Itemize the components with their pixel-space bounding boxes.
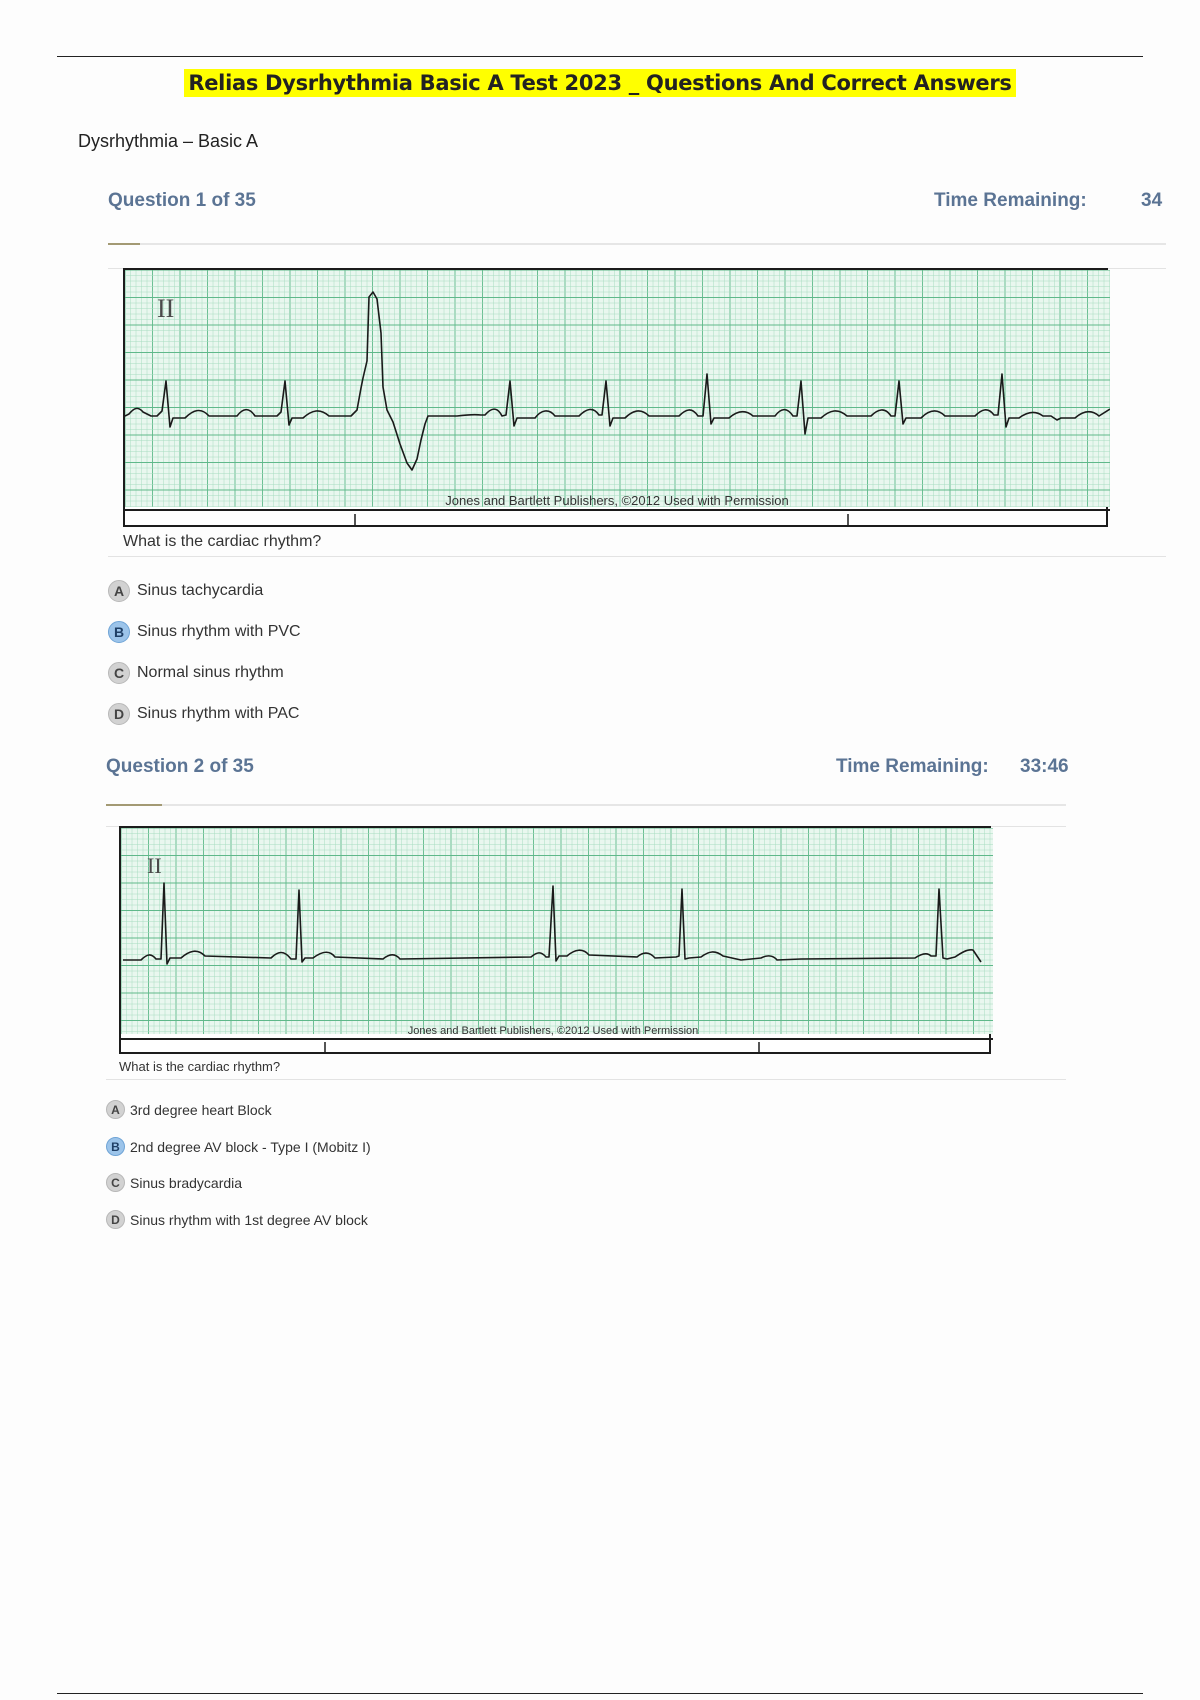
- answer-letter-badge-correct: B: [108, 621, 130, 643]
- answer-text: 3rd degree heart Block: [130, 1101, 272, 1118]
- top-rule: [57, 56, 1143, 57]
- answer-text: Sinus rhythm with PVC: [137, 623, 301, 640]
- question-2-progress-accent: [106, 804, 162, 806]
- question-1-answer-c[interactable]: [108, 662, 284, 684]
- document-title: Relias Dysrhythmia Basic A Test 2023 _ Questions And Correct Answers: [184, 69, 1015, 97]
- question-2-answer-a[interactable]: [106, 1100, 272, 1119]
- answer-letter-badge: C: [108, 662, 130, 684]
- question-1-prompt: What is the cardiac rhythm?: [123, 533, 322, 550]
- question-1-separator: [108, 243, 1166, 245]
- ecg-strip-2-svg: [121, 828, 993, 1056]
- answer-letter-badge: D: [108, 703, 130, 725]
- answer-letter-badge: A: [106, 1100, 125, 1119]
- answer-text: Normal sinus rhythm: [137, 664, 284, 681]
- answer-text: Sinus rhythm with 1st degree AV block: [130, 1211, 368, 1228]
- question-1-time-label: Time Remaining:: [934, 190, 1087, 211]
- title-wrap: [0, 69, 1200, 97]
- ecg-grid-2: [121, 828, 993, 1034]
- question-2-answer-b[interactable]: [106, 1137, 371, 1156]
- answer-letter-badge: D: [106, 1210, 125, 1229]
- question-2-time-label: Time Remaining:: [836, 756, 989, 777]
- question-2-card-bottom: [106, 1079, 1066, 1080]
- ecg-lead-label-2: II: [147, 853, 162, 878]
- ecg-credit-2: Jones and Bartlett Publishers, ©2012 Used with Permission: [407, 1025, 699, 1037]
- answer-text: Sinus bradycardia: [130, 1174, 243, 1191]
- ecg-grid-1: [125, 270, 1110, 507]
- answer-letter-badge: A: [108, 580, 130, 602]
- answer-letter-badge: C: [106, 1173, 125, 1192]
- question-1-answer-a[interactable]: [108, 580, 263, 602]
- ecg-strip-1-svg: [125, 270, 1110, 529]
- question-1-answer-b[interactable]: [108, 621, 301, 643]
- answer-text: Sinus tachycardia: [137, 582, 264, 599]
- question-2-prompt: What is the cardiac rhythm?: [119, 1059, 281, 1074]
- question-1-number: Question 1 of 35: [108, 190, 256, 211]
- question-1-progress-accent: [108, 243, 140, 245]
- answer-text: Sinus rhythm with PAC: [137, 705, 300, 722]
- ecg-lead-label-1: II: [157, 294, 175, 323]
- question-2-answer-c[interactable]: [106, 1173, 242, 1192]
- ecg-credit-1: Jones and Bartlett Publishers, ©2012 Used with Permission: [445, 493, 789, 508]
- question-2-separator: [106, 804, 1066, 806]
- question-2-answer-d[interactable]: [106, 1210, 368, 1229]
- question-2-time-value: 33:46: [1020, 756, 1069, 777]
- question-1-card-bottom: [108, 556, 1166, 557]
- question-1-answer-d[interactable]: [108, 703, 299, 725]
- answer-text: 2nd degree AV block - Type I (Mobitz I): [130, 1138, 371, 1155]
- question-2-number: Question 2 of 35: [106, 756, 254, 777]
- ecg-strip-2: [119, 826, 991, 1054]
- bottom-rule: [57, 1693, 1143, 1694]
- document-subtitle: Dysrhythmia – Basic A: [78, 131, 259, 151]
- answer-letter-badge-correct: B: [106, 1137, 125, 1156]
- ecg-strip-1: [123, 268, 1108, 527]
- question-1-time-value: 34: [1141, 190, 1163, 211]
